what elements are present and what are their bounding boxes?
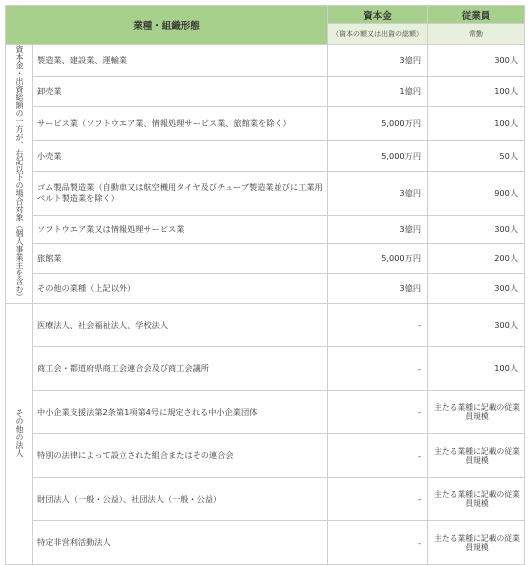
employees-value: 主たる業種に記載の従業員規模 xyxy=(428,521,525,565)
group-label-cell xyxy=(6,304,33,565)
table-row xyxy=(6,304,525,347)
table-row xyxy=(6,478,525,521)
industry-name: 医療法人、社会福祉法人、学校法人 xyxy=(33,304,328,347)
group-label: 資本金・出資総額の一方が、右記以下の場合対象（個人事業主を含む） xyxy=(15,45,24,301)
table-row xyxy=(6,141,525,172)
capital-value: - xyxy=(328,304,428,347)
table-row xyxy=(6,45,525,77)
industry-name: サービス業（ソフトウエア業、情報処理サービス業、旅館業を除く） xyxy=(33,106,328,141)
capital-value: - xyxy=(328,347,428,391)
capital-value: - xyxy=(328,521,428,565)
industry-name: 卸売業 xyxy=(33,77,328,106)
table-row xyxy=(6,274,525,304)
industry-name: 小売業 xyxy=(33,141,328,172)
capital-note: （資本の額又は出資の総額） xyxy=(328,24,428,45)
employees-value: 主たる業種に記載の従業員規模 xyxy=(428,391,525,434)
industry-name: 中小企業支援法第2条第1項第4号に規定される中小企業団体 xyxy=(33,391,328,434)
table-row xyxy=(6,215,525,243)
industry-name: 財団法人（一般・公益）、社団法人（一般・公益） xyxy=(33,478,328,521)
capital-value: 3億円 xyxy=(328,274,428,304)
capital-value: - xyxy=(328,391,428,434)
capital-value: 5,000万円 xyxy=(328,243,428,274)
employees-value: 300人 xyxy=(428,274,525,304)
employees-value: 100人 xyxy=(428,347,525,391)
industry-name: 特別の法律によって設立された組合またはその連合会 xyxy=(33,434,328,478)
employees-value: 主たる業種に記載の従業員規模 xyxy=(428,434,525,478)
table-row xyxy=(6,106,525,141)
capital-value: - xyxy=(328,478,428,521)
employees-value: 主たる業種に記載の従業員規模 xyxy=(428,478,525,521)
employees-value: 200人 xyxy=(428,243,525,274)
industry-name: 製造業、建設業、運輸業 xyxy=(33,45,328,77)
employees-value: 900人 xyxy=(428,171,525,215)
table-row xyxy=(6,347,525,391)
capital-value: 5,000万円 xyxy=(328,141,428,172)
industry-name: ソフトウエア業又は情報処理サービス業 xyxy=(33,215,328,243)
table-row xyxy=(6,521,525,565)
industry-name: 旅館業 xyxy=(33,243,328,274)
capital-value: - xyxy=(328,434,428,478)
industry-name: 商工会・都道府県商工会連合会及び商工会議所 xyxy=(33,347,328,391)
table-row xyxy=(6,434,525,478)
sme-criteria-table xyxy=(5,5,525,565)
employees-value: 300人 xyxy=(428,304,525,347)
employees-value: 300人 xyxy=(428,45,525,77)
table-row xyxy=(6,391,525,434)
table-row xyxy=(6,243,525,274)
group-label: その他の法人 xyxy=(15,409,24,457)
employees-value: 300人 xyxy=(428,215,525,243)
capital-value: 3億円 xyxy=(328,171,428,215)
employees-value: 100人 xyxy=(428,106,525,141)
industry-name: 特定非営利活動法人 xyxy=(33,521,328,565)
sme-criteria-table-container xyxy=(5,5,525,565)
employees-value: 50人 xyxy=(428,141,525,172)
capital-value: 3億円 xyxy=(328,45,428,77)
table-body xyxy=(6,45,525,565)
employees-note: 常勤 xyxy=(428,24,525,45)
employees-value: 100人 xyxy=(428,77,525,106)
employees-header: 従業員 xyxy=(428,6,525,24)
industry-name: ゴム製品製造業（自動車又は航空機用タイヤ及びチューブ製造業並びに工業用ベルト製造業を除く） xyxy=(33,171,328,215)
header-row xyxy=(6,6,525,24)
capital-value: 1億円 xyxy=(328,77,428,106)
capital-header: 資本金 xyxy=(328,6,428,24)
group-label-cell xyxy=(6,45,33,304)
category-header: 業種・組織形態 xyxy=(6,6,328,45)
capital-value: 3億円 xyxy=(328,215,428,243)
table-row xyxy=(6,171,525,215)
industry-name: その他の業種（上記以外） xyxy=(33,274,328,304)
capital-value: 5,000万円 xyxy=(328,106,428,141)
table-row xyxy=(6,77,525,106)
